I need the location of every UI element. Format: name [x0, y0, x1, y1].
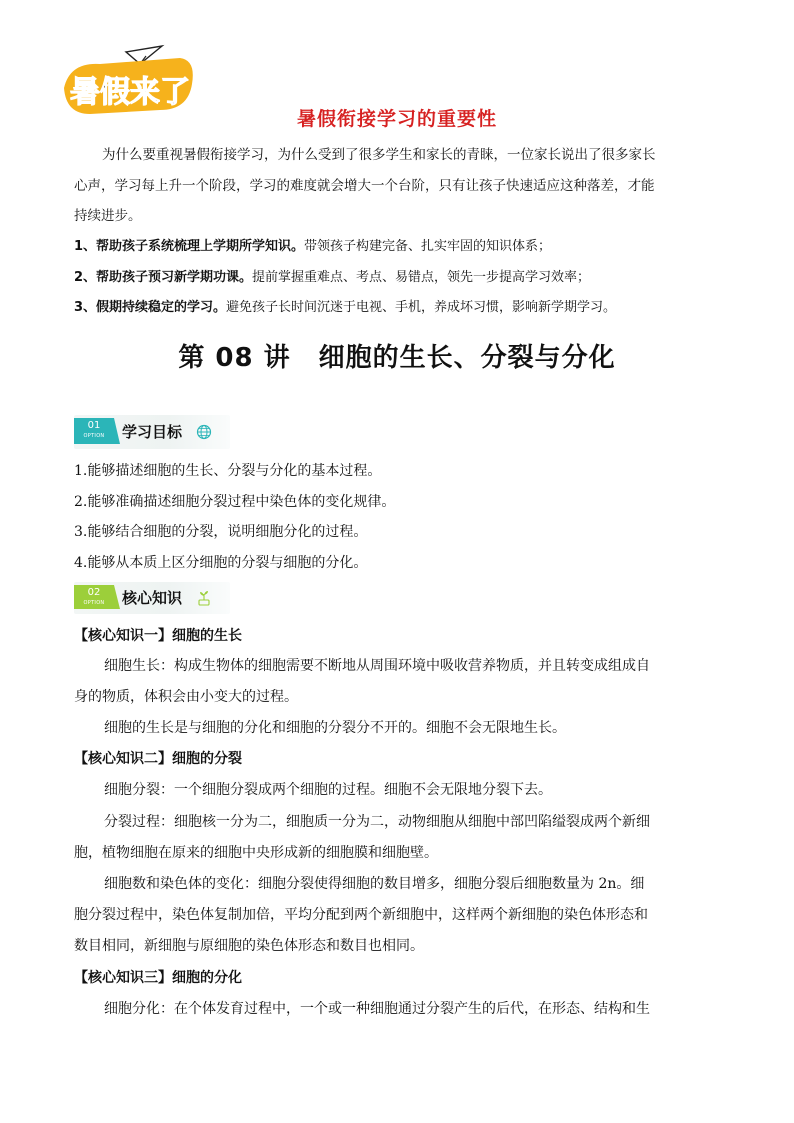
badge-label: 学习目标: [122, 423, 183, 441]
knowledge-heading-3: 【核心知识三】细胞的分化: [74, 970, 242, 986]
knowledge-line: 分裂过程：细胞核一分为二，细胞质一分为二，动物细胞从细胞中部凹陷缢裂成两个新细: [104, 814, 650, 830]
point-lead: 1、帮助孩子系统梳理上学期所学知识。: [74, 239, 305, 254]
globe-icon: [196, 424, 212, 440]
knowledge-line: 胞分裂过程中，染色体复制加倍，平均分配到两个新细胞中，这样两个新细胞的染色体形态和: [74, 907, 648, 923]
intro-line: 持续进步。: [74, 208, 142, 224]
badge-option-text: OPTION: [83, 600, 105, 606]
intro-line: 为什么要重视暑假衔接学习，为什么受到了很多学生和家长的青睐，一位家长说出了很多家长: [102, 147, 656, 163]
point-text: 提前掌握重难点、考点、易错点，领先一步提高学习效率；: [252, 270, 591, 285]
knowledge-line: 细胞生长：构成生物体的细胞需要不断地从周围环境中吸收营养物质，并且转变成组成自: [104, 658, 650, 674]
point-text: 避免孩子长时间沉迷于电视、手机，养成坏习惯，影响新学期学习。: [226, 300, 617, 315]
lecture-number: 第 08 讲: [178, 343, 291, 373]
knowledge-line: 细胞的生长是与细胞的分化和细胞的分裂分不开的。细胞不会无限地生长。: [104, 720, 566, 736]
plant-icon: [196, 590, 212, 606]
badge-slash: [114, 585, 120, 609]
knowledge-line: 细胞数和染色体的变化：细胞分裂使得细胞的数目增多，细胞分裂后细胞数量为 2n。细: [104, 876, 645, 892]
point-lead: 3、假期持续稳定的学习。: [74, 300, 227, 315]
header-title: 暑假衔接学习的重要性: [296, 108, 497, 130]
knowledge-line: 细胞分化：在个体发育过程中，一个或一种细胞通过分裂产生的后代，在形态、结构和生: [104, 1001, 650, 1017]
badge-number: [74, 585, 114, 609]
goal-item: 2.能够准确描述细胞分裂过程中染色体的变化规律。: [74, 494, 396, 510]
knowledge-heading-2: 【核心知识二】细胞的分裂: [74, 751, 242, 767]
goal-item: 4.能够从本质上区分细胞的分裂与细胞的分化。: [74, 555, 368, 571]
badge-num-text: 01: [87, 420, 101, 431]
section-badge-goals: [74, 415, 230, 449]
goal-item: 1.能够描述细胞的生长、分裂与分化的基本过程。: [74, 463, 382, 479]
knowledge-line: 胞，植物细胞在原来的细胞中央形成新的细胞膜和细胞壁。: [74, 845, 438, 861]
knowledge-line: 细胞分裂：一个细胞分裂成两个细胞的过程。细胞不会无限地分裂下去。: [104, 782, 552, 798]
goal-item: 3.能够结合细胞的分裂，说明细胞分化的过程。: [74, 524, 368, 540]
point-item: [74, 267, 722, 289]
point-text: 带领孩子构建完备、扎实牢固的知识体系；: [304, 239, 552, 254]
knowledge-line: 身的物质，体积会由小变大的过程。: [74, 689, 298, 705]
point-item: [74, 297, 722, 319]
badge-num-text: 02: [87, 587, 101, 598]
lecture-title: [0, 337, 794, 374]
point-item: [74, 236, 722, 258]
badge-label: 核心知识: [122, 589, 183, 607]
badge-option-text: OPTION: [83, 433, 105, 439]
logo-text: 暑假来了: [70, 75, 190, 110]
lecture-name: 细胞的生长、分裂与分化: [318, 343, 616, 373]
badge-number: [74, 418, 114, 444]
knowledge-heading-1: 【核心知识一】细胞的生长: [74, 628, 242, 644]
section-badge-knowledge: [74, 582, 230, 614]
knowledge-line: 数目相同，新细胞与原细胞的染色体形态和数目也相同。: [74, 938, 424, 954]
badge-slash: [114, 418, 120, 444]
point-lead: 2、帮助孩子预习新学期功课。: [74, 270, 253, 285]
intro-line: 心声，学习每上升一个阶段，学习的难度就会增大一个台阶，只有让孩子快速适应这种落差，才能: [74, 178, 655, 194]
